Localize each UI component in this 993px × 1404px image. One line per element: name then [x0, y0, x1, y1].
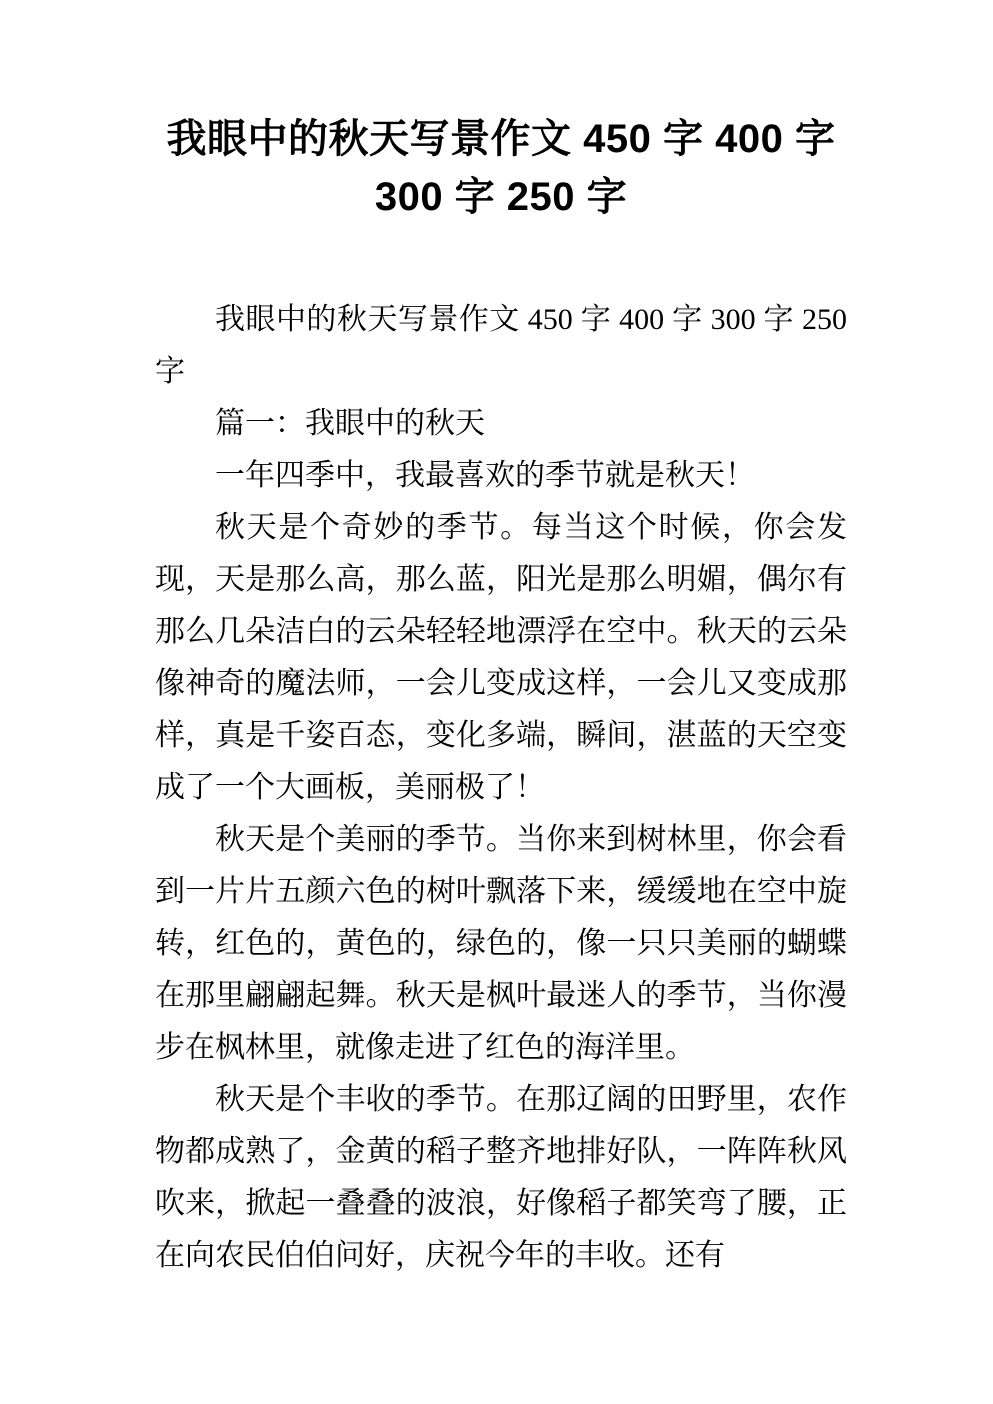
paragraph-sky: 秋天是个奇妙的季节。每当这个时候，你会发现，天是那么高，那么蓝，阳光是那么明媚，偶尔有那么几朵洁白的云朵轻轻地漂浮在空中。秋天的云朵像神奇的魔法师，一会儿变成这样，一会儿又变成那样，真是千姿百态，变化多端，瞬间，湛蓝的天空变成了一个大画板，美丽极了！ — [155, 511, 847, 804]
document-title: 我眼中的秋天写景作文 450 字 400 字 300 字 250 字 — [166, 117, 836, 219]
paragraph-harvest: 秋天是个丰收的季节。在那辽阔的田野里，农作物都成熟了，金黄的稻子整齐地排好队，一阵阵秋风吹来，掀起一叠叠的波浪，好像稻子都笑弯了腰，正在向农民伯伯问好，庆祝今年的丰收。还有 — [155, 1083, 847, 1272]
paragraph-intro: 一年四季中，我最喜欢的季节就是秋天！ — [215, 459, 755, 492]
paragraph-leaves: 秋天是个美丽的季节。当你来到树林里，你会看到一片片五颜六色的树叶飘落下来，缓缓地在空中旋转，红色的，黄色的，绿色的，像一只只美丽的蝴蝶在那里翩翩起舞。秋天是枫叶最迷人的季节，当你漫步在枫林里，就像走进了红色的海洋里。 — [155, 823, 847, 1064]
paragraph-section-heading: 篇一：我眼中的秋天 — [215, 407, 485, 440]
document-body — [155, 294, 847, 1282]
paragraph-title-repeat: 我眼中的秋天写景作文 450 字 400 字 300 字 250 字 — [155, 303, 847, 388]
